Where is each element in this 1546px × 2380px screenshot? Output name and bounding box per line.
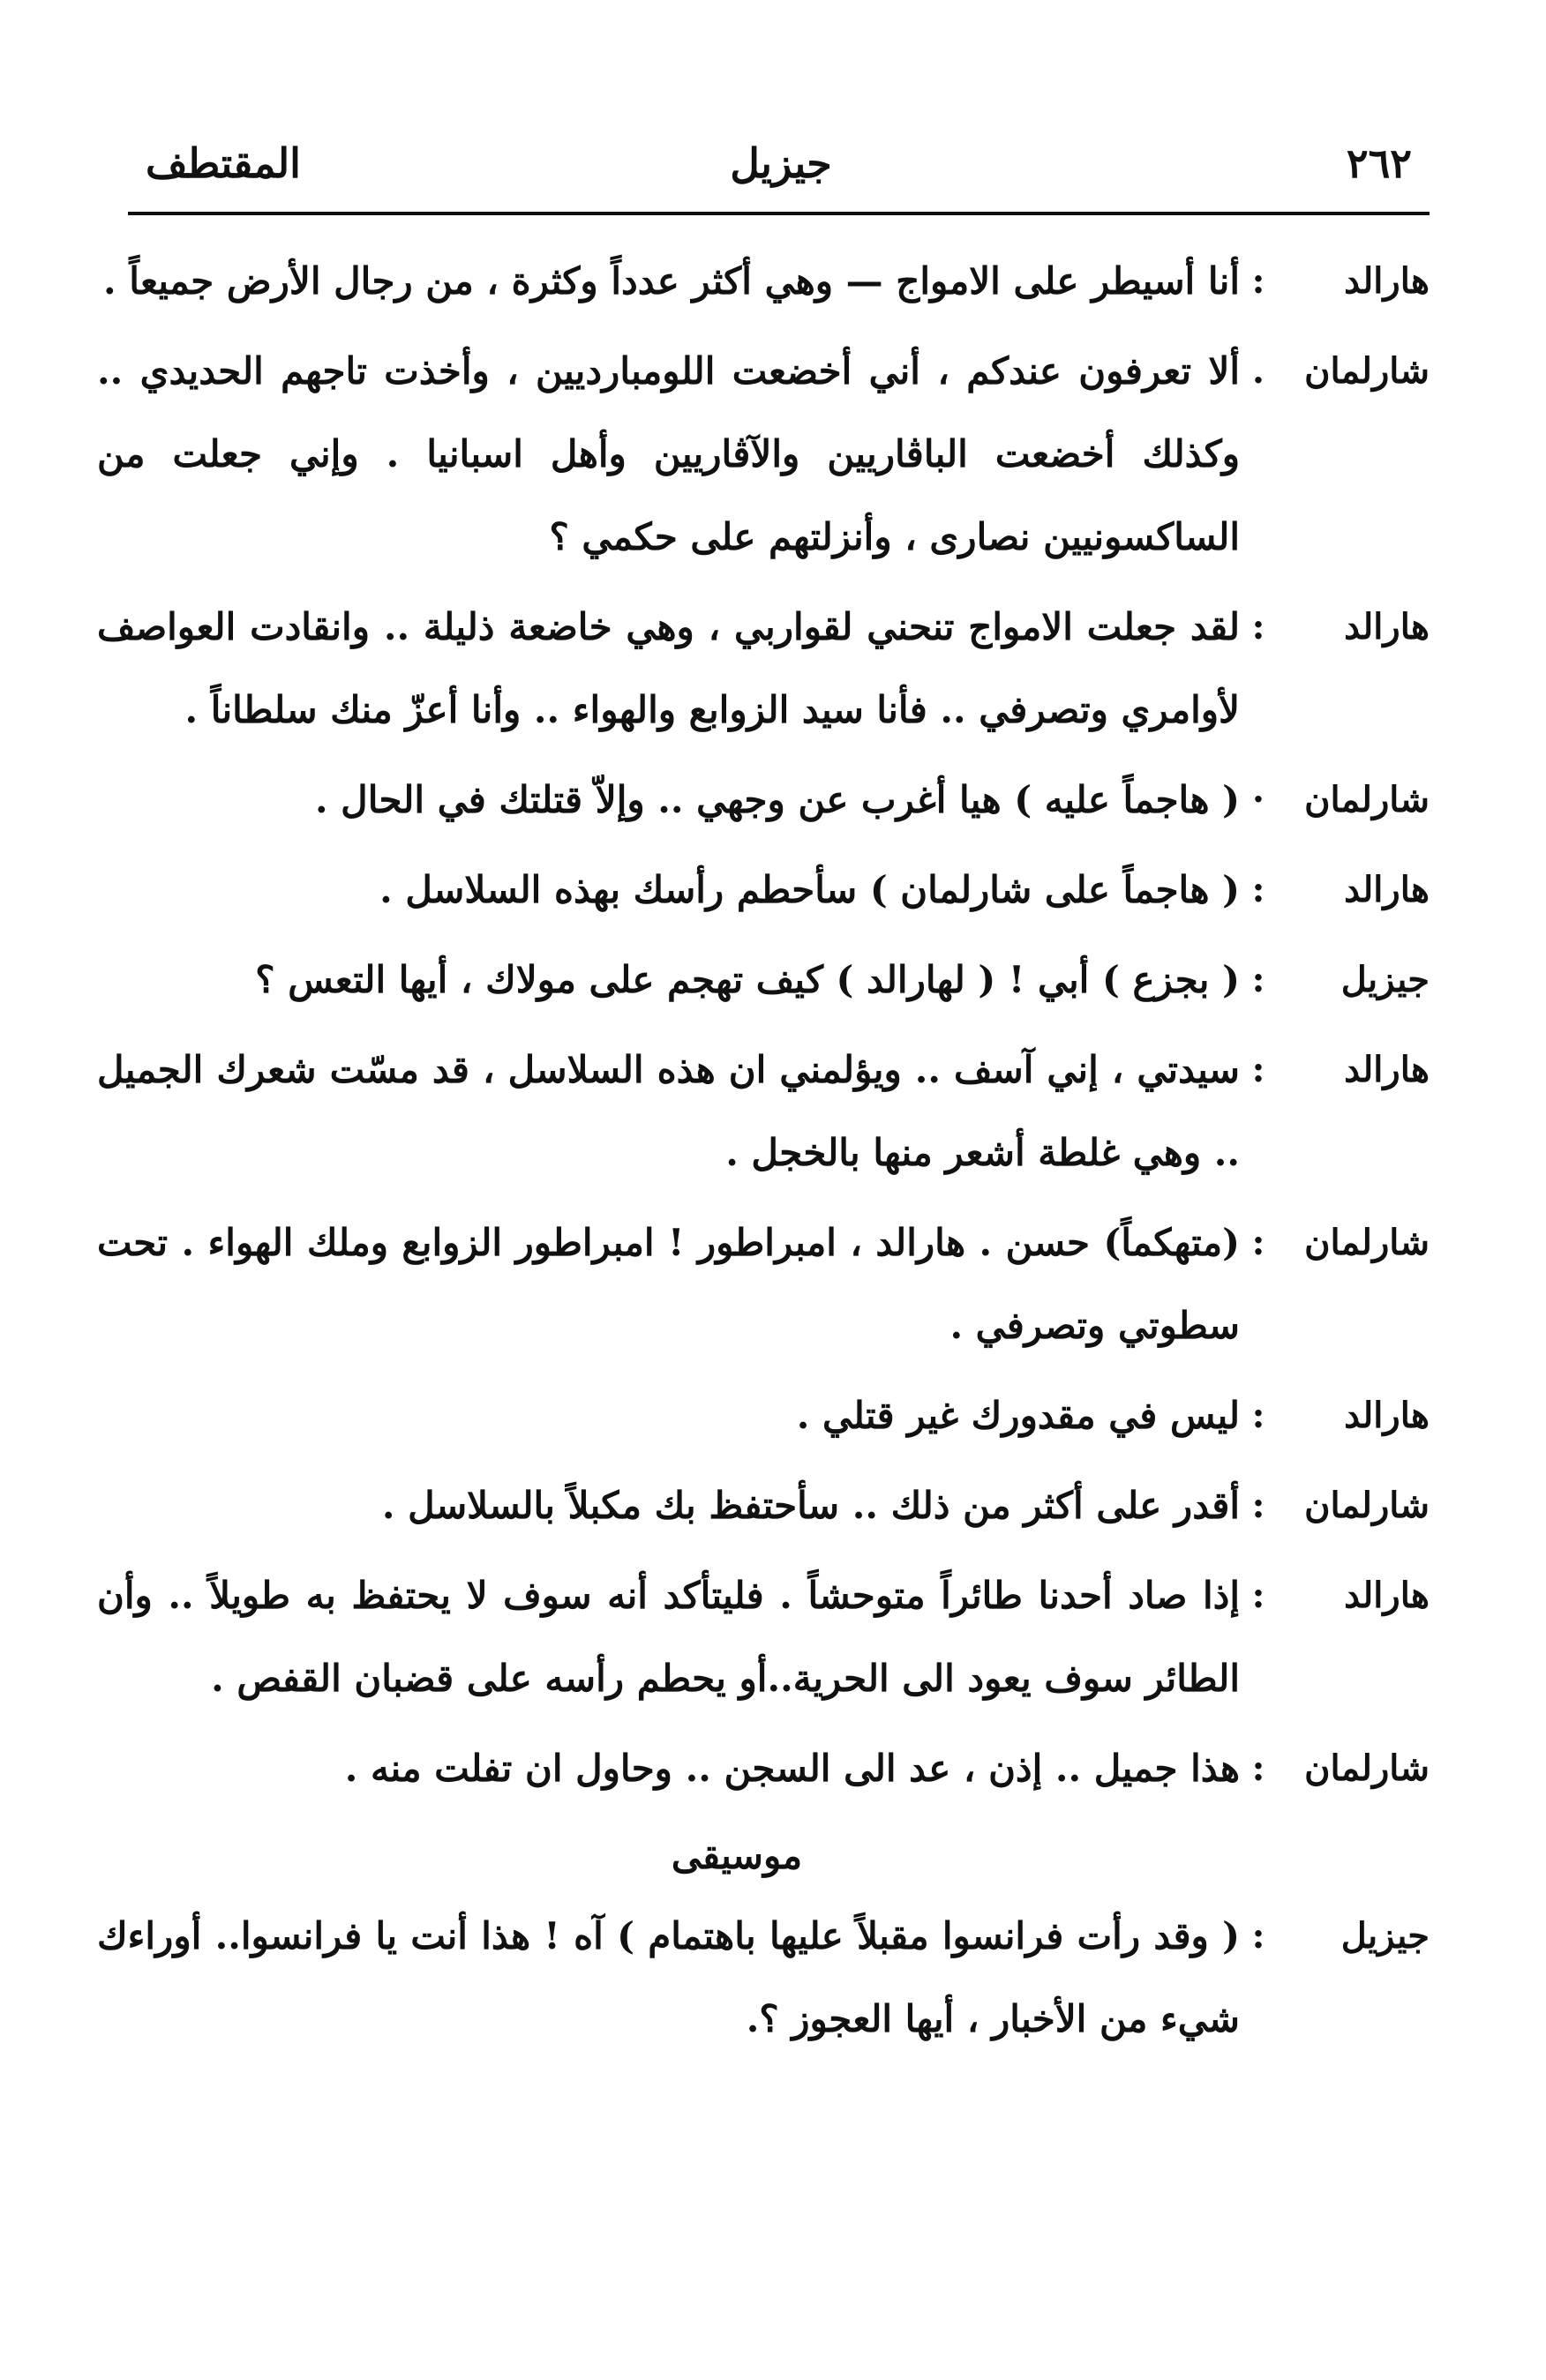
speaker-name: شارلمان	[1304, 1485, 1430, 1526]
speech-text: ( وقد رأت فرانسوا مقبلاً عليها باهتمام ) آه ! هذا أنت يا فرانسوا.. أوراءك شيء من الأخبار ، أيها العجوز ؟.	[97, 1914, 1240, 2040]
speech-text: أنا أسيطر على الامواج — وهي أكثر عدداً وكثرة ، من رجال الأرض جميعاً .	[102, 259, 1240, 303]
dialogue-entry	[97, 586, 1430, 752]
speaker-name: هارالد	[1344, 606, 1430, 647]
speech-text: إذا صاد أحدنا طائراً متوحشاً . فليتأكد أنه سوف لا يحتفظ به طويلاً .. وأن الطائر سوف يعود الى الحرية..أو يحطم رأسه على قضبان القفص .	[97, 1574, 1240, 1700]
page-header	[128, 128, 1434, 198]
dialogue-entry	[97, 330, 1430, 579]
page-number: ٢٦٢	[1346, 139, 1412, 187]
dialogue-entry	[97, 1201, 1430, 1367]
speaker-name: هارالد	[1344, 1049, 1430, 1090]
speech-text: ليس في مقدورك غير قتلي .	[796, 1394, 1240, 1437]
speaker-colon: :	[1251, 260, 1265, 302]
journal-name: المقتطف	[146, 139, 301, 187]
speaker-colon: :	[1251, 1485, 1265, 1526]
speaker-colon: :	[1251, 1915, 1265, 1957]
speech-text: لقد جعلت الامواج تنحني لقواربي ، وهي خاضعة ذليلة .. وانقادت العواصف لأوامري وتصرفي .. فأنا سيد الزوابع والهواء .. وأنا أعزّ منك سلطاناً .	[97, 605, 1240, 731]
speaker-name: هارالد	[1344, 869, 1430, 910]
speaker-colon: .	[1252, 350, 1265, 392]
dialogue-entry	[97, 1727, 1430, 1810]
speech-text: (متهكماً) حسن . هارالد ، امبراطور ! امبراطور الزوابع وملك الهواء . تحت سطوتي وتصرفي .	[97, 1221, 1240, 1347]
speech-text: ( هاجماً عليه ) هيا أغرب عن وجهي .. وإلاّ قتلتك في الحال .	[314, 778, 1240, 821]
speaker-name: شارلمان	[1304, 779, 1430, 820]
speaker-name: جيزيل	[1340, 959, 1430, 1000]
speaker-colon: ·	[1252, 779, 1265, 820]
dialogue-entry	[97, 1554, 1430, 1720]
speaker-colon: :	[1251, 1395, 1265, 1436]
dialogue-entry	[97, 1895, 1430, 2061]
dialogue-entry	[97, 1374, 1430, 1457]
speaker-colon: :	[1251, 606, 1265, 647]
speaker-name: هارالد	[1344, 1395, 1430, 1436]
speaker-colon: :	[1251, 1222, 1265, 1263]
speaker-name: شارلمان	[1304, 1748, 1430, 1789]
speech-text: سيدتي ، إني آسف .. ويؤلمني ان هذه السلاسل ، قد مسّت شعرك الجميل .. وهي غلطة أشعر منها بالخجل .	[97, 1048, 1240, 1174]
speaker-name: جيزيل	[1340, 1915, 1430, 1957]
speaker-name: شارلمان	[1304, 1222, 1430, 1263]
speaker-name: هارالد	[1344, 260, 1430, 302]
dialogue-body	[97, 240, 1430, 2068]
dialogue-entry	[97, 939, 1430, 1022]
speaker-colon: :	[1251, 959, 1265, 1000]
speech-text: ( بجزع ) أبي ! ( لهارالد ) كيف تهجم على مولاك ، أيها التعس ؟	[255, 958, 1240, 1001]
speech-text: أقدر على أكثر من ذلك .. سأحتفظ بك مكبلاً بالسلاسل .	[381, 1484, 1240, 1527]
speaker-name: هارالد	[1344, 1575, 1430, 1616]
stage-direction: موسيقى	[671, 1834, 803, 1877]
dialogue-entry	[97, 1029, 1430, 1194]
speaker-name: شارلمان	[1304, 350, 1430, 392]
dialogue-entry	[97, 849, 1430, 932]
speech-text: هذا جميل .. إذن ، عد الى السجن .. وحاول ان تفلت منه .	[344, 1747, 1240, 1790]
speech-text: ( هاجماً على شارلمان ) سأحطم رأسك بهذه السلاسل .	[379, 868, 1240, 911]
speaker-colon: :	[1251, 1049, 1265, 1090]
dialogue-entry	[97, 759, 1430, 842]
running-title: جيزيل	[730, 139, 832, 187]
dialogue-entry	[97, 240, 1430, 323]
speech-text: ألا تعرفون عندكم ، أني أخضعت اللومبارديين ، وأخذت تاجهم الحديدي .. وكذلك أخضعت الباڤاريين والآڤاريين وأهل اسبانيا . وإني جعلت من الساكسونيين نصارى ، وأنزلتهم على حكمي ؟	[97, 349, 1240, 558]
speaker-colon: :	[1251, 869, 1265, 910]
dialogue-entry	[97, 1464, 1430, 1547]
header-rule	[128, 212, 1430, 215]
speaker-colon: :	[1251, 1748, 1265, 1789]
speaker-colon: :	[1251, 1575, 1265, 1616]
